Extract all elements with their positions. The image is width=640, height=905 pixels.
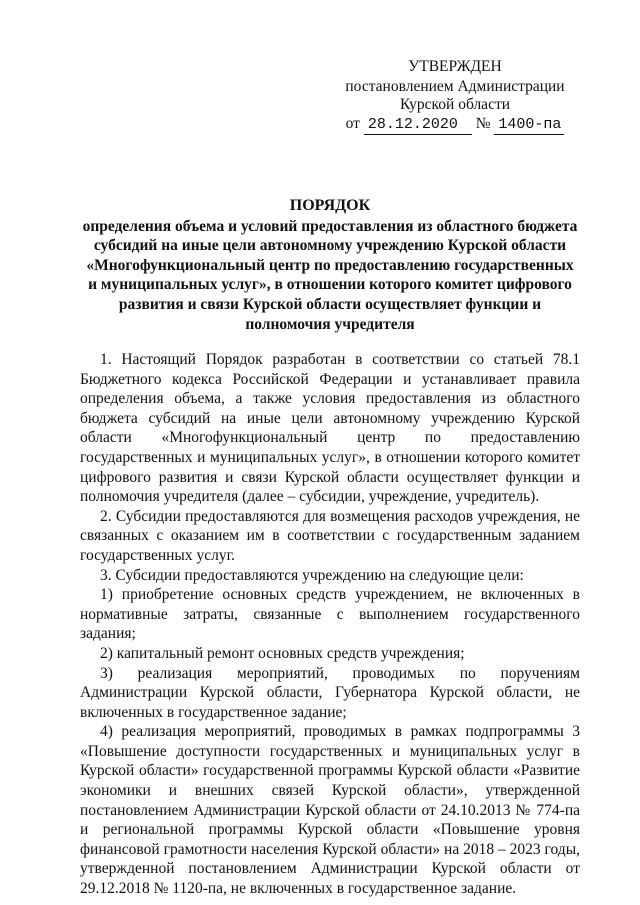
approval-date: 28.12.2020: [364, 116, 472, 135]
document-heading: [80, 196, 580, 334]
approval-number: 1400-па: [494, 116, 564, 135]
number-prefix: №: [475, 115, 491, 132]
approval-region: Курской области: [399, 96, 511, 113]
document-subtitle: определения объема и условий предоставления из областного бюджета субсидий на иные цели автономному учреждению Курской области «Многофункциональный центр по предоставлению государственных и муниципальных услуг», в отношении которого комитет цифрового развития и связи Курской области осуществляет функции и полномочия учредителя: [82, 217, 578, 333]
paragraph-3-item-1: 1) приобретение основных средств учреждением, не включенных в нормативные затраты, связанные с выполнением государственного задания;: [80, 586, 580, 643]
paragraph-3-item-3: 3) реализация мероприятий, проводимых по поручениям Администрации Курской области, Губернатора Курской области, не включенных в государственное задание;: [80, 664, 580, 721]
date-prefix: от: [345, 115, 360, 132]
approval-date-line: [340, 115, 570, 135]
document-title: ПОРЯДОК: [289, 197, 371, 214]
document-body: [80, 350, 580, 899]
paragraph-1: 1. Настоящий Порядок разработан в соответствии со статьей 78.1 Бюджетного кодекса Российской Федерации и устанавливает правила определения объема, а также условия предоставления из областного бюджета субсидий на иные цели автономному учреждению Курской области «Многофункциональный центр по предоставлению государственных и муниципальных услуг», в отношении которого комитет цифрового развития и связи Курской области осуществляет функции и полномочия учредителя (далее – субсидии, учреждение, учредитель).: [80, 351, 580, 506]
approval-title: УТВЕРЖДЕН: [408, 58, 502, 75]
paragraph-2: 2. Субсидии предоставляются для возмещения расходов учреждения, не связанных с оказанием им в соответствии с государственным заданием государственных услуг.: [80, 507, 580, 564]
paragraph-3: 3. Субсидии предоставляются учреждению на следующие цели:: [100, 566, 524, 584]
paragraph-3-item-2: 2) капитальный ремонт основных средств учреждения;: [100, 644, 465, 662]
approval-authority: постановлением Администрации: [345, 78, 565, 95]
approval-stamp: [340, 58, 570, 135]
paragraph-3-item-4: 4) реализация мероприятий, проводимых в рамках подпрограммы 3 «Повышение доступности государственных и муниципальных услуг в Курской области» государственной программы Курской области «Развитие экономики и внешних связей Курской области», утвержденной постановлением Администрации Курской области от 24.10.2013 № 774-па и региональной программы Курской области «Повышение уровня финансовой грамотности населения Курской области» на 2018 – 2023 годы, утвержденной постановлением Администрации Курской области от 29.12.2018 № 1120-па, не включенных в государственное задание.: [80, 723, 580, 898]
